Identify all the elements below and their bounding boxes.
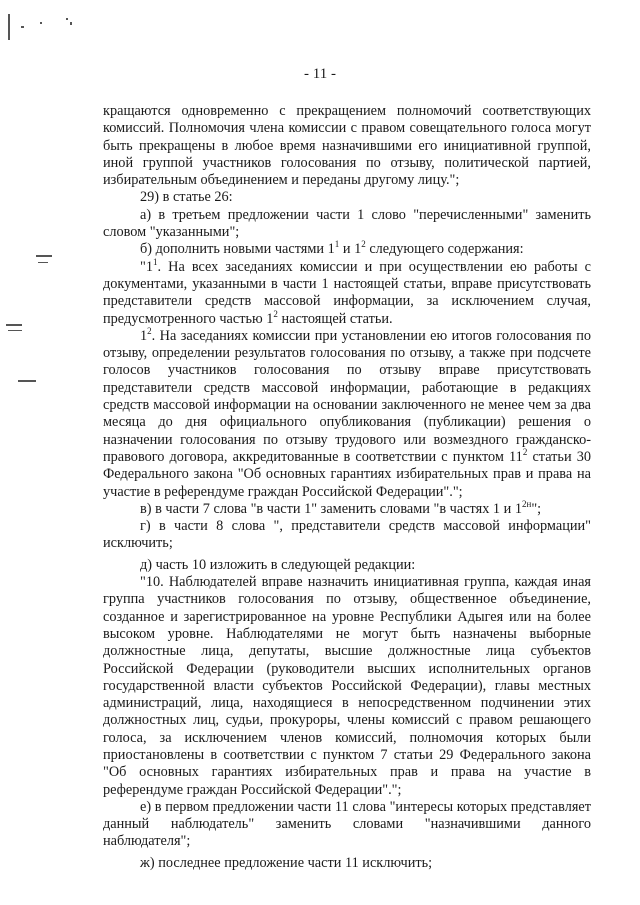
page-number: - 11 - [304, 66, 336, 82]
document-body [103, 103, 591, 872]
paragraph: кращаются одновременно с прекращением полномочий соответствующих комиссий. Полномочия члена комиссии с правом совещательного голоса могут быть прекращены в любое время назначившими его инициативной группой, иной группой участников голосования по отзыву, политической партией, избирательным объединением и переданы другому лицу."; [103, 103, 591, 189]
superscript: 2 [361, 239, 366, 250]
paragraph: "$1^1$. На всех заседаниях комиссии и при осуществлении ею работы с документами, указанными в части 1 настоящей статьи, вправе присутствовать представители средств массовой информации, за исключением случая, предусмотренного частью $1^2$ настоящей статьи. [103, 256, 591, 327]
superscript: 2 [147, 325, 152, 336]
paragraph: г) в части 8 слова ", представители средств массовой информации" исключить; [103, 518, 591, 552]
paragraph: 29) в статье 26: [140, 189, 233, 206]
superscript: 2 [522, 446, 528, 457]
superscript: 1 [153, 256, 158, 267]
superscript: 2н [522, 498, 532, 509]
paragraph: б) дополнить новыми частями $1^1$ и $1^2$ следующего содержания: [140, 239, 524, 258]
paragraph: в) в части 7 слова "в части 1" заменить словами "в частях 1 и $1^{2н}$"; [140, 498, 542, 517]
paragraph: а) в третьем предложении части 1 слово "перечисленными" заменить словом "указанными"; [103, 206, 591, 241]
superscript: 2 [273, 308, 278, 319]
paragraph: $1^2$. На заседаниях комиссии при установлении ею итогов голосования по отзыву, определении результатов голосования по отзыву, а также при подсчете голосов участников голосования по отзыву вправе присутствовать представители средств массовой информации, работающие в редакциях средств массовой информации на основании заключенного не менее чем за два месяца до дня официального опубликования (публикации) решения о назначении голосования по отзыву трудового или возмездного гражданско-правового договора, аккредитованные в соответствии с пунктом $11^2$ статьи 30 Федерального закона "Об основных гарантиях избирательных прав и права на участие в референдуме граждан Российской Федерации"."; [103, 325, 592, 500]
superscript: 1 [334, 239, 340, 250]
paragraph: ж) последнее предложение части 11 исключить; [140, 854, 433, 871]
paragraph: е) в первом предложении части 11 слова "интересы которых представляет данный наблюдатель" заменить словами "назначившими данного наблюдателя"; [103, 798, 591, 850]
paragraph: "10. Наблюдателей вправе назначить инициативная группа, каждая иная группа участников голосования по отзыву, общественное объединение, созданное и зарегистрированное на уровне Республики Адыгея или на более высоком уровне. Наблюдателями не могут быть назначены выборные должностные лица, депутаты, высшие должностные лица субъектов Российской Федерации (руководители высших исполнительных органов государственной власти субъектов Российской Федерации), главы местных администраций, лица, находящиеся в непосредственном подчинении этих должностных лиц, судьи, прокуроры, члены комиссий с правом решающего голоса, за исключением членов комиссий, полномочия которых были приостановлены в соответствии с пунктом 7 статьи 29 Федерального закона "Об основных гарантиях избирательных прав и права на участие в референдуме граждан Российской Федерации"."; [103, 574, 591, 798]
paragraph: д) часть 10 изложить в следующей редакции: [140, 556, 416, 573]
